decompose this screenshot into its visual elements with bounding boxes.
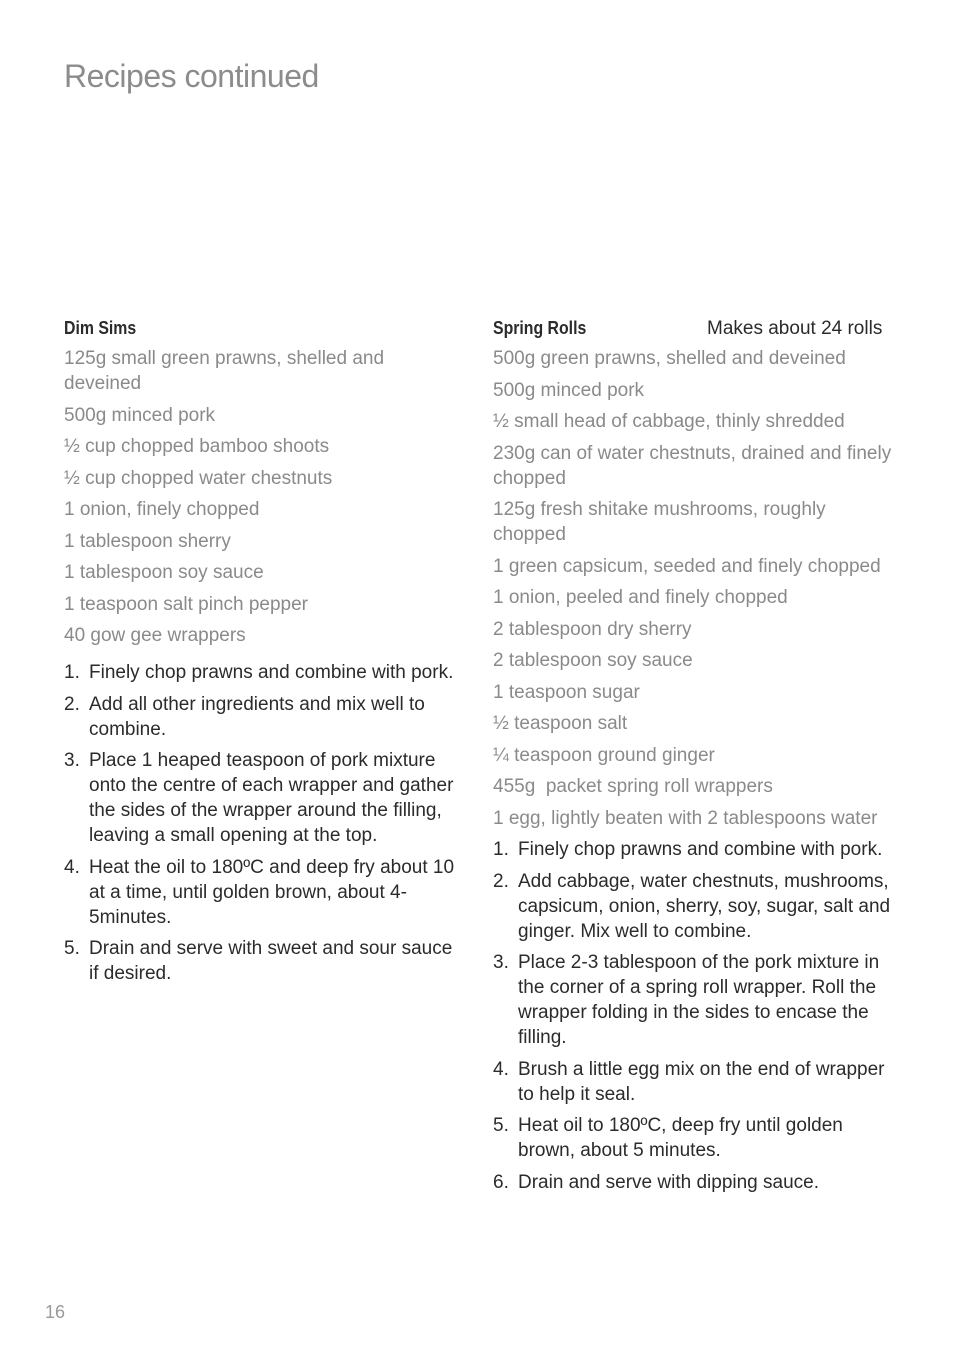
step-number: 3. [493,952,509,973]
dim-sims-title: Dim Sims [64,318,137,338]
step-text: Heat oil to 180ºC, deep fry until golden brown, about 5 minutes. [518,1115,843,1161]
spring-rolls-header [493,318,893,346]
dim-sims-header [64,318,464,346]
step-item [64,748,464,848]
step-item [493,837,893,862]
ingredient-item: 1 onion, peeled and finely chopped [493,587,788,608]
step-item [64,692,464,742]
ingredient-item: ½ cup chopped bamboo shoots [64,436,330,457]
step-text: Finely chop prawns and combine with pork. [518,839,883,860]
ingredient-item: 1 onion, finely chopped [64,499,260,520]
step-item [64,936,464,986]
step-item [493,869,893,944]
step-text: Heat the oil to 180ºC and deep fry about 10 at a time, until golden brown, about 4-5minutes. [89,856,455,928]
step-text: Brush a little egg mix on the end of wrapper to help it seal. [518,1058,885,1105]
step-text: Finely chop prawns and combine with pork. [89,662,454,683]
step-item [64,855,464,930]
ingredient-item: 2 tablespoon dry sherry [493,618,692,640]
step-number: 5. [493,1115,509,1136]
ingredient-item: 125g small green prawns, shelled and deveined [64,348,385,394]
step-item [493,950,893,1050]
step-text: Place 2-3 tablespoon of the pork mixture in the corner of a spring roll wrapper. Roll the wrapper folding in the sides to encase the filling. [518,952,880,1048]
step-item [493,1170,893,1195]
spring-rolls-steps [493,837,893,1195]
step-number: 5. [64,938,80,959]
ingredient-item: 40 gow gee wrappers [64,625,246,646]
step-text: Add all other ingredients and mix well to combine. [89,693,425,740]
spring-rolls-yield: Makes about 24 rolls [707,318,883,339]
step-item [64,660,464,685]
step-text: Drain and serve with dipping sauce. [518,1171,820,1193]
ingredient-item: 455g packet spring roll wrappers [493,776,773,797]
step-number: 2. [64,693,80,715]
ingredient-item: 1 tablespoon sherry [64,530,231,552]
ingredient-item: 500g green prawns, shelled and deveined [493,348,846,369]
step-text: Add cabbage, water chestnuts, mushrooms, capsicum, onion, sherry, soy, sugar, salt and ginger. Mix well to combine. [518,870,891,942]
ingredient-item: ½ small head of cabbage, thinly shredded [493,411,845,432]
step-text: Place 1 heaped teaspoon of pork mixture onto the centre of each wrapper and gather the sides of the wrapper around the filling, leaving a small opening at the top. [89,750,454,846]
ingredient-item: 1 egg, lightly beaten with 2 tablespoons water [493,807,878,829]
ingredient-item: 230g can of water chestnuts, drained and finely chopped [493,442,892,489]
step-number: 2. [493,870,509,892]
step-item [493,1057,893,1107]
step-number: 3. [64,750,80,771]
ingredient-item: 2 tablespoon soy sauce [493,650,693,671]
ingredient-item: 1 teaspoon salt pinch pepper [64,593,309,615]
ingredient-item: 500g minced pork [64,404,216,426]
ingredient-item: ½ cup chopped water chestnuts [64,467,333,489]
step-number: 4. [64,856,80,878]
step-text: Drain and serve with sweet and sour sauce if desired. [89,938,453,984]
step-number: 4. [493,1058,509,1080]
spring-rolls-title: Spring Rolls [493,318,587,338]
step-item [493,1113,893,1163]
ingredient-item: 500g minced pork [493,379,645,401]
ingredient-item: ¼ teaspoon ground ginger [493,744,715,766]
page-title: Recipes continued [64,58,319,94]
step-number: 1. [64,662,80,683]
step-number: 6. [493,1171,509,1193]
step-number: 1. [493,839,509,860]
ingredient-item: 1 tablespoon soy sauce [64,562,264,583]
spring-rolls-recipe [493,318,893,1201]
dim-sims-recipe [64,318,464,993]
ingredient-item: ½ teaspoon salt [493,713,628,734]
ingredient-item: 1 green capsicum, seeded and finely chopped [493,555,881,577]
ingredient-item: 125g fresh shitake mushrooms, roughly chopped [493,499,826,545]
spring-rolls-ingredients [493,346,893,831]
ingredient-item: 1 teaspoon sugar [493,681,640,703]
page-number: 16 [45,1302,66,1322]
dim-sims-ingredients [64,346,464,648]
dim-sims-steps [64,660,464,986]
